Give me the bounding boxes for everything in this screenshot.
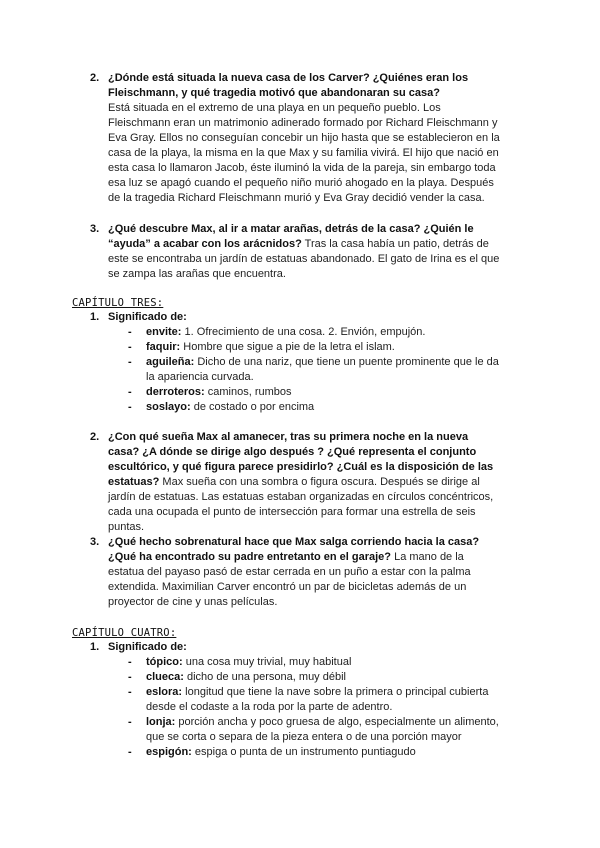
question-text (108, 71, 500, 206)
term-name: tópico: (146, 656, 183, 668)
question: ¿Qué descubre Max, al ir a matar arañas, detrás de la casa? ¿Quién le “ayuda” a acabar con los arácnidos? (108, 223, 474, 250)
term-name: faquir: (146, 341, 181, 353)
bullet-dash: - (128, 686, 132, 698)
term-name: clueca: (146, 671, 184, 683)
question-number: 3. (90, 223, 100, 235)
term-definition: dicho de una persona, muy débil (186, 671, 346, 683)
bullet-dash: - (128, 326, 132, 338)
answer: Max sueña con una sombra o figura oscura. Después se dirige al jardín de estatuas. Las estatuas estaban organizadas en círculos concéntricos, cada una ocupada el punto de intersección para formar una estrella de seis puntas. (108, 476, 494, 533)
term-definition: 1. Ofrecimiento de una cosa. 2. Envión, empujón. (184, 326, 426, 338)
definitions-title: Significado de: (108, 641, 187, 653)
question: ¿Qué hecho sobrenatural hace que Max salga corriendo hacia la casa? ¿Qué ha encontrado su padre entretanto en el garaje? (108, 536, 480, 563)
bullet-dash: - (128, 386, 132, 398)
term-name: eslora: (146, 686, 183, 698)
term-name: soslayo: (146, 401, 191, 413)
term-definition: Dicho de una nariz, que tiene un puente prominente que le da la apariencia curvada. (146, 356, 499, 383)
question-number: 2. (90, 72, 100, 84)
bullet-dash: - (128, 356, 132, 368)
chapter-heading: CAPÍTULO TRES: (72, 297, 164, 309)
question-text (108, 222, 500, 282)
question-number: 2. (90, 431, 100, 443)
answer: Está situada en el extremo de una playa en un pequeño pueblo. Los Fleischmann eran un matrimonio adinerado formado por Richard Fleischmann y Eva Gray. Ellos no conseguían concebir un hijo hasta que se establecieron en la casa de la playa, la misma en la que Max y su familia vivirá. El hijo que nació en esta casa lo llamaron Jacob, éste iluminó la vida de la pareja, sin embargo toda esa luz se apagó cuando el pequeño niño murió ahogado en la playa. Después de la tragedia Richard Fleischmann murió y Eva Gray decidió vender la casa. (108, 102, 500, 204)
bullet-dash: - (128, 656, 132, 668)
bullet-dash: - (128, 341, 132, 353)
term-definition: caminos, rumbos (207, 386, 292, 398)
term-definition: espiga o punta de un instrumento puntiagudo (194, 746, 416, 758)
term-definition: porción ancha y poco gruesa de algo, especialmente un alimento, que se corta o separa de la pieza entera o de una porción mayor (146, 716, 499, 743)
answer: La mano de la estatua del payaso pasó de estar cerrada en un puño a estar con la palma extendida. Maximilian Carver encontró un par de bicicletas además de un proyector de cine y unas películas. (108, 551, 471, 608)
chapter-heading: CAPÍTULO CUATRO: (72, 627, 177, 639)
question-text (108, 535, 500, 610)
question: ¿Con qué sueña Max al amanecer, tras su primera noche en la nueva casa? ¿A dónde se dirige algo después ? ¿Qué representa el conjunto escultórico, y qué figura parece presidirlo? ¿Cuál es la disposición de las estatuas? (108, 431, 494, 488)
term-definition: de costado o por encima (193, 401, 315, 413)
answer: Tras la casa había un patio, detrás de este se encontraba un jardín de estatuas abandonado. El gato de Irina es el que se zampa las arañas que encuentra. (108, 238, 500, 280)
definitions-number: 1. (90, 311, 100, 323)
question-text (108, 430, 500, 535)
question: ¿Dónde está situada la nueva casa de los Carver? ¿Quiénes eran los Fleischmann, y qué tragedia motivó que abandonaran su casa? (108, 72, 469, 99)
term-name: lonja: (146, 716, 176, 728)
definitions-title: Significado de: (108, 311, 187, 323)
bullet-dash: - (128, 716, 132, 728)
bullet-dash: - (128, 401, 132, 413)
term-name: espigón: (146, 746, 192, 758)
term-name: aguileña: (146, 356, 195, 368)
bullet-dash: - (128, 746, 132, 758)
term-name: derroteros: (146, 386, 205, 398)
term-name: envite: (146, 326, 182, 338)
question-number: 3. (90, 536, 100, 548)
bullet-dash: - (128, 671, 132, 683)
term-definition: longitud que tiene la nave sobre la primera o principal cubierta desde el codaste a la roda por la parte de adentro. (146, 686, 489, 713)
term-definition: una cosa muy trivial, muy habitual (185, 656, 352, 668)
term-definition: Hombre que sigue a pie de la letra el islam. (183, 341, 395, 353)
definitions-number: 1. (90, 641, 100, 653)
